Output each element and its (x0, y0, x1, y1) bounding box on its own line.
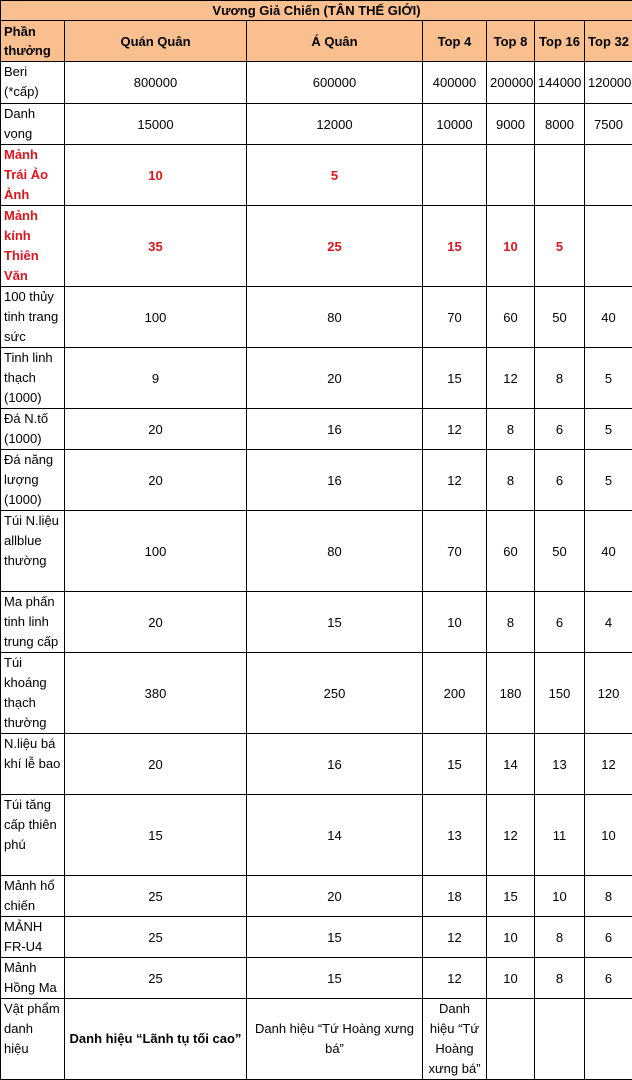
top16-value: 6 (535, 592, 585, 653)
top4-title: Danh hiệu “Tứ Hoàng xưng bá” (423, 999, 487, 1080)
top4-value: 10000 (423, 104, 487, 145)
top4-value: 200 (423, 653, 487, 734)
top32-value: 8 (585, 876, 632, 917)
top32-value: 6 (585, 917, 632, 958)
runner-up-value: 12000 (247, 104, 423, 145)
header-top8: Top 8 (487, 21, 535, 62)
row-label: Danh vọng (1, 104, 65, 145)
runner-up-value: 600000 (247, 62, 423, 104)
top16-value: 8000 (535, 104, 585, 145)
champion-value: 20 (65, 592, 247, 653)
header-top32: Top 32 (585, 21, 632, 62)
top32-value (585, 206, 632, 287)
top4-value: 13 (423, 795, 487, 876)
top4-value: 12 (423, 917, 487, 958)
row-label: Mảnh Trái Ảo Ảnh (1, 145, 65, 206)
table-row (1, 511, 632, 592)
table-row (1, 876, 632, 917)
top32-value: 5 (585, 450, 632, 511)
top8-value: 12 (487, 348, 535, 409)
runner-up-value: 15 (247, 917, 423, 958)
table-row (1, 450, 632, 511)
champion-value: 20 (65, 409, 247, 450)
top8-value: 9000 (487, 104, 535, 145)
row-label: MẢNH FR-U4 (1, 917, 65, 958)
runner-up-value: 16 (247, 409, 423, 450)
top16-value: 8 (535, 917, 585, 958)
runner-up-value: 20 (247, 876, 423, 917)
runner-up-value: 80 (247, 511, 423, 592)
runner-up-value: 20 (247, 348, 423, 409)
champion-value: 9 (65, 348, 247, 409)
table-row (1, 104, 632, 145)
header-runner-up: Á Quân (247, 21, 423, 62)
top16-value: 8 (535, 348, 585, 409)
row-label: Vật phẩm danh hiệu (1, 999, 65, 1080)
runner-up-value: 16 (247, 450, 423, 511)
champion-value: 25 (65, 917, 247, 958)
top32-value: 40 (585, 287, 632, 348)
table-row (1, 653, 632, 734)
top4-value: 15 (423, 734, 487, 795)
top32-title (585, 999, 632, 1080)
top4-value: 12 (423, 450, 487, 511)
top8-value: 60 (487, 511, 535, 592)
table-row (1, 409, 632, 450)
top16-value: 5 (535, 206, 585, 287)
top8-value: 200000 (487, 62, 535, 104)
row-label: N.liệu bá khí lễ bao (1, 734, 65, 795)
row-label: Đá năng lượng (1000) (1, 450, 65, 511)
top16-value: 11 (535, 795, 585, 876)
top4-value: 70 (423, 287, 487, 348)
top8-value: 10 (487, 958, 535, 999)
top16-value: 6 (535, 409, 585, 450)
champion-value: 15 (65, 795, 247, 876)
row-label: Beri (*cấp) (1, 62, 65, 104)
runner-up-value: 15 (247, 592, 423, 653)
row-label: Ma phấn tinh linh trung cấp (1, 592, 65, 653)
champion-value: 100 (65, 287, 247, 348)
runner-up-value: 80 (247, 287, 423, 348)
top32-value: 120 (585, 653, 632, 734)
top16-value: 150 (535, 653, 585, 734)
top8-value: 8 (487, 409, 535, 450)
row-label: Túi tăng cấp thiên phú (1, 795, 65, 876)
table-row (1, 958, 632, 999)
top8-value: 180 (487, 653, 535, 734)
top8-value: 15 (487, 876, 535, 917)
top8-value (487, 145, 535, 206)
runner-up-title: Danh hiệu “Tứ Hoàng xưng bá” (247, 999, 423, 1080)
top8-value: 8 (487, 450, 535, 511)
row-label: Mảnh hổ chiến (1, 876, 65, 917)
table-row (1, 734, 632, 795)
top4-value: 15 (423, 206, 487, 287)
row-label: Túi N.liệu allblue thường (1, 511, 65, 592)
top32-value: 40 (585, 511, 632, 592)
top16-value: 8 (535, 958, 585, 999)
top32-value: 10 (585, 795, 632, 876)
table-row (1, 62, 632, 104)
header-row (1, 21, 632, 62)
runner-up-value: 5 (247, 145, 423, 206)
top16-value: 50 (535, 287, 585, 348)
top4-value: 12 (423, 958, 487, 999)
table-row (1, 592, 632, 653)
runner-up-value: 14 (247, 795, 423, 876)
top8-title (487, 999, 535, 1080)
top32-value: 4 (585, 592, 632, 653)
top4-value: 12 (423, 409, 487, 450)
table-row (1, 917, 632, 958)
top4-value: 10 (423, 592, 487, 653)
champion-value: 100 (65, 511, 247, 592)
champion-value: 15000 (65, 104, 247, 145)
row-label: Mảnh Hồng Ma (1, 958, 65, 999)
top16-value: 144000 (535, 62, 585, 104)
top8-value: 8 (487, 592, 535, 653)
top32-value: 6 (585, 958, 632, 999)
top16-value (535, 145, 585, 206)
header-top16: Top 16 (535, 21, 585, 62)
table-title: Vương Giả Chiến (TÂN THẾ GIỚI) (1, 1, 632, 21)
table-row (1, 206, 632, 287)
top8-value: 12 (487, 795, 535, 876)
table-row (1, 348, 632, 409)
last-row (1, 999, 632, 1080)
top4-value: 15 (423, 348, 487, 409)
top8-value: 60 (487, 287, 535, 348)
header-top4: Top 4 (423, 21, 487, 62)
top32-value: 5 (585, 348, 632, 409)
header-reward: Phần thưởng (1, 21, 65, 62)
row-label: 100 thủy tinh trang sức (1, 287, 65, 348)
top4-value: 70 (423, 511, 487, 592)
champion-value: 20 (65, 450, 247, 511)
table-row (1, 287, 632, 348)
top32-value: 120000 (585, 62, 632, 104)
top16-value: 13 (535, 734, 585, 795)
top8-value: 14 (487, 734, 535, 795)
runner-up-value: 250 (247, 653, 423, 734)
top16-value: 50 (535, 511, 585, 592)
top32-value: 7500 (585, 104, 632, 145)
champion-value: 25 (65, 958, 247, 999)
top32-value (585, 145, 632, 206)
champion-value: 380 (65, 653, 247, 734)
runner-up-value: 16 (247, 734, 423, 795)
top4-value: 400000 (423, 62, 487, 104)
table-row (1, 145, 632, 206)
top16-title (535, 999, 585, 1080)
top32-value: 5 (585, 409, 632, 450)
header-champion: Quán Quân (65, 21, 247, 62)
top16-value: 6 (535, 450, 585, 511)
champion-value: 800000 (65, 62, 247, 104)
row-label: Mảnh kính Thiên Văn (1, 206, 65, 287)
top8-value: 10 (487, 206, 535, 287)
top8-value: 10 (487, 917, 535, 958)
table-row (1, 795, 632, 876)
top4-value: 18 (423, 876, 487, 917)
champion-value: 35 (65, 206, 247, 287)
top4-value (423, 145, 487, 206)
row-label: Túi khoáng thạch thường (1, 653, 65, 734)
top16-value: 10 (535, 876, 585, 917)
runner-up-value: 15 (247, 958, 423, 999)
champion-title: Danh hiệu “Lãnh tụ tối cao” (65, 999, 247, 1080)
champion-value: 25 (65, 876, 247, 917)
champion-value: 20 (65, 734, 247, 795)
top32-value: 12 (585, 734, 632, 795)
row-label: Đá N.tố (1000) (1, 409, 65, 450)
row-label: Tinh linh thạch (1000) (1, 348, 65, 409)
runner-up-value: 25 (247, 206, 423, 287)
champion-value: 10 (65, 145, 247, 206)
